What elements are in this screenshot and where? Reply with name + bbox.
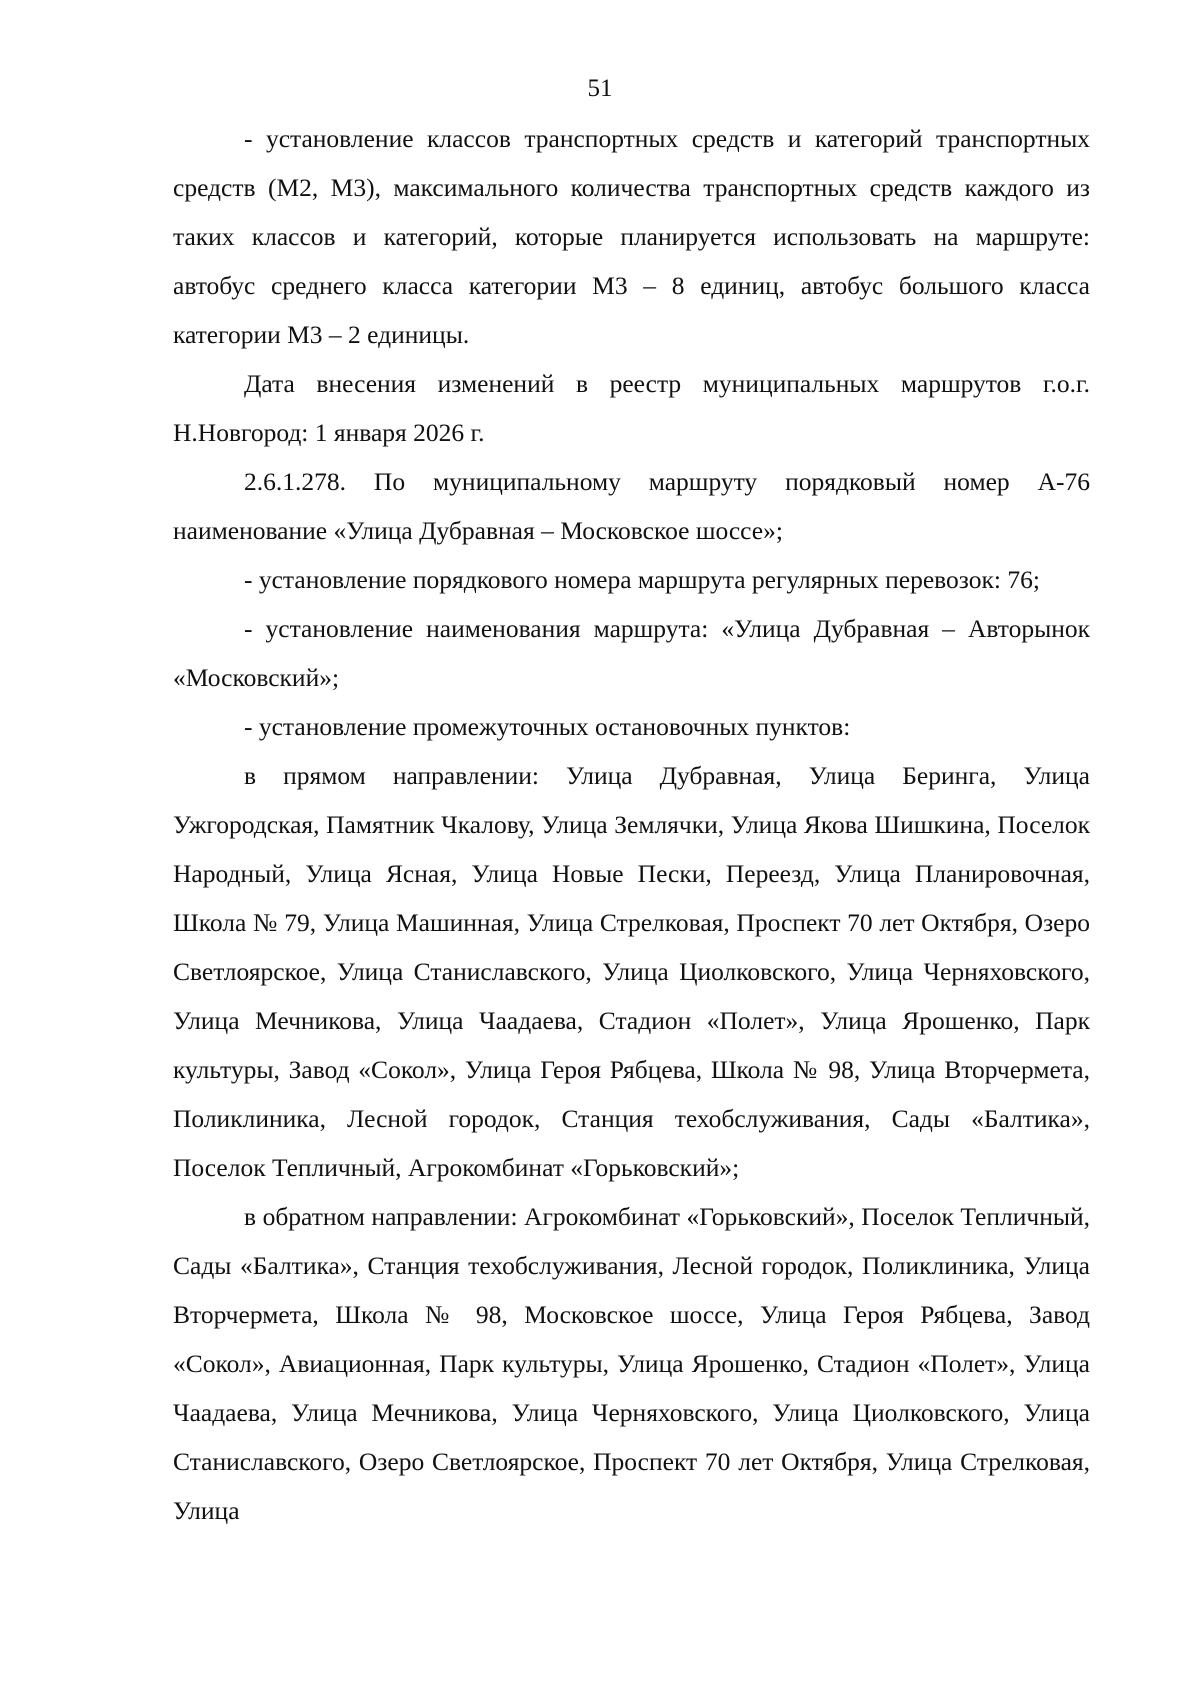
paragraph-vehicle-classes: - установление классов транспортных средств и категорий транспортных средств (М2, М3), максимального количества транспортных средств каждого из таких классов и категорий, которые планируется использовать на маршруте: автобус среднего класса категории М3 – 8 единиц, автобус большого класса категории М3 – 2 единицы. [173,124,1090,349]
paragraph-route-number: - установление порядкового номера маршрута регулярных перевозок: 76; [244,565,1040,594]
paragraph-reverse-direction: в обратном направлении: Агрокомбинат «Горьковский», Поселок Тепличный, Сады «Балтика», Станция техобслуживания, Лесной городок, Поликлиника, Улица Вторчермета, Школа № 98, Московское шоссе, Улица Героя Рябцева, Завод «Сокол», Авиационная, Парк культуры, Улица Ярошенко, Стадион «Полет», Улица Чаадаева, Улица Мечникова, Улица Черняховского, Улица Циолковского, Улица Станиславского, Озеро Светлоярское, Проспект 70 лет Октября, Улица Стрелковая, Улица [173,1202,1090,1525]
paragraph-route-name: - установление наименования маршрута: «Улица Дубравная – Авторынок «Московский»; [173,614,1090,692]
paragraph-registry-date: Дата внесения изменений в реестр муниципальных маршрутов г.о.г. Н.Новгород: 1 января 2026 г. [173,369,1090,447]
page-number: 51 [587,75,613,102]
paragraph-route-a76: 2.6.1.278. По муниципальному маршруту порядковый номер А-76 наименование «Улица Дубравная – Московское шоссе»; [173,467,1090,545]
paragraph-intermediate-stops: - установление промежуточных остановочных пунктов: [244,712,851,741]
document-body [173,114,1090,1535]
paragraph-forward-direction: в прямом направлении: Улица Дубравная, Улица Беринга, Улица Ужгородская, Памятник Чкалову, Улица Землячки, Улица Якова Шишкина, Поселок Народный, Улица Ясная, Улица Новые Пески, Переезд, Улица Планировочная, Школа № 79, Улица Машинная, Улица Стрелковая, Проспект 70 лет Октября, Озеро Светлоярское, Улица Станиславского, Улица Циолковского, Улица Черняховского, Улица Мечникова, Улица Чаадаева, Стадион «Полет», Улица Ярошенко, Парк культуры, Завод «Сокол», Улица Героя Рябцева, Школа № 98, Улица Вторчермета, Поликлиника, Лесной городок, Станция техобслуживания, Сады «Балтика», Поселок Тепличный, Агрокомбинат «Горьковский»; [173,761,1090,1182]
